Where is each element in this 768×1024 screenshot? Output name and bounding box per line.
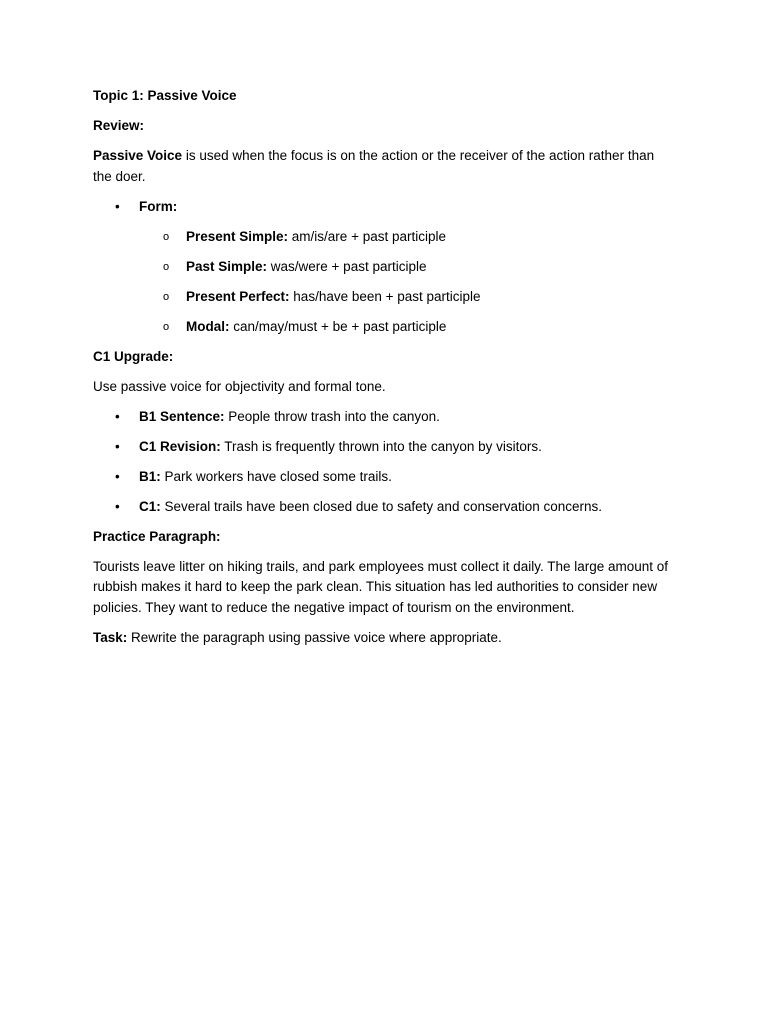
item-text: Several trails have been closed due to safety and conservation concerns. [160, 498, 603, 514]
bullet-icon: • [115, 468, 120, 484]
review-heading: Review: [93, 118, 145, 133]
bullet-icon: • [115, 438, 120, 454]
bullet-icon: • [115, 408, 120, 424]
intro-term: Passive Voice [93, 148, 183, 163]
item-label: Past Simple: [186, 258, 268, 274]
list-item-c1-revision [93, 437, 675, 458]
sub-bullet-icon: o [163, 230, 170, 243]
intro-paragraph [93, 146, 675, 187]
item-label: C1 Revision: [139, 438, 221, 454]
sub-bullet-icon: o [163, 290, 170, 303]
bullet-icon: • [115, 498, 120, 514]
form-label: Form: [139, 198, 178, 214]
practice-heading: Practice Paragraph: [93, 528, 221, 544]
item-label: C1: [139, 498, 161, 514]
item-text: Park workers have closed some trails. [160, 468, 392, 484]
sub-bullet-icon: o [163, 260, 170, 273]
item-text: Trash is frequently thrown into the canyon by visitors. [220, 438, 542, 454]
bullet-icon: • [115, 198, 120, 214]
item-label: Present Perfect: [186, 288, 290, 304]
task-text: Rewrite the paragraph using passive voice where appropriate. [127, 629, 502, 645]
examples-list [93, 407, 675, 518]
item-label: B1: [139, 468, 161, 484]
list-item-present-perfect [93, 287, 675, 308]
item-text: am/is/are + past participle [288, 228, 446, 244]
task-label: Task: [93, 629, 128, 645]
form-list [93, 197, 675, 338]
practice-paragraph: Tourists leave litter on hiking trails, and park employees must collect it daily. The large amount of rubbish makes it hard to keep the park clean. This situation has led authorities to consider new policies. They want to reduce the negative impact of tourism on the environment. [93, 558, 669, 615]
list-item-b1-sentence [93, 407, 675, 428]
document-title: Topic 1: Passive Voice [93, 88, 237, 103]
list-item-form [93, 197, 675, 218]
item-text: People throw trash into the canyon. [224, 408, 440, 424]
list-item-modal [93, 317, 675, 338]
item-text: has/have been + past participle [289, 288, 481, 304]
sub-bullet-icon: o [163, 320, 170, 333]
list-item-present-simple [93, 227, 675, 248]
intro-text: is used when the focus is on the action or the receiver of the action rather than the doer. [93, 148, 655, 184]
list-item-b1 [93, 467, 675, 488]
item-label: Modal: [186, 318, 230, 334]
item-label: Present Simple: [186, 228, 289, 244]
item-text: can/may/must + be + past participle [229, 318, 447, 334]
task-paragraph [93, 628, 675, 649]
list-item-past-simple [93, 257, 675, 278]
c1-upgrade-heading: C1 Upgrade: [93, 348, 174, 364]
c1-upgrade-text: Use passive voice for objectivity and formal tone. [93, 378, 386, 394]
item-label: B1 Sentence: [139, 408, 225, 424]
item-text: was/were + past participle [267, 258, 427, 274]
list-item-c1 [93, 497, 675, 518]
document-body [93, 86, 675, 658]
